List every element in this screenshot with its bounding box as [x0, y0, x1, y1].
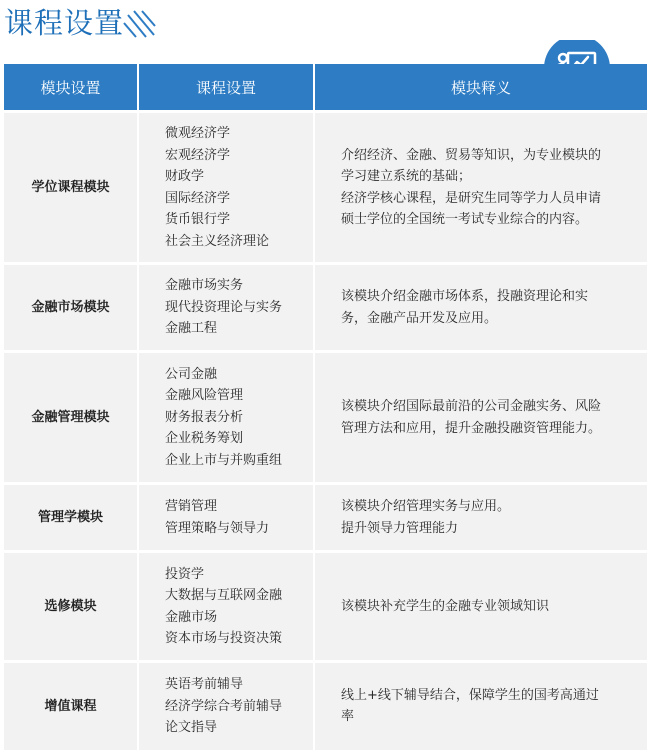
- course-item: 财务报表分析: [165, 409, 244, 425]
- table-row: [4, 112, 647, 264]
- course-list: [138, 552, 314, 662]
- module-name: 选修模块: [4, 552, 138, 662]
- course-item: 社会主义经济理论: [165, 233, 270, 249]
- description-line: 务，金融产品开发及应用。: [341, 310, 498, 326]
- course-item: 金融风险管理: [165, 388, 244, 404]
- course-item: 宏观经济学: [165, 147, 231, 163]
- course-item: 英语考前辅导: [165, 677, 244, 692]
- course-item: 大数据与互联网金融: [165, 588, 283, 603]
- diagonal-stripes-icon: [122, 9, 156, 39]
- course-table: [4, 64, 647, 750]
- course-item: 微观经济学: [165, 126, 231, 141]
- course-item: 营销管理: [165, 499, 218, 514]
- course-item: 管理策略与领导力: [165, 520, 270, 536]
- module-description: [314, 112, 647, 264]
- module-name: 管理学模块: [4, 484, 138, 552]
- course-item: 金融工程: [165, 321, 218, 337]
- course-list: [138, 352, 314, 484]
- course-item: 国际经济学: [165, 190, 231, 206]
- course-item: 现代投资理论与实务: [165, 299, 283, 315]
- course-item: 企业上市与并购重组: [165, 452, 283, 468]
- course-item: 投资学: [165, 566, 205, 582]
- description-line: 率: [341, 709, 355, 725]
- description-line: 该模块介绍管理实务与应用。: [341, 499, 511, 514]
- description-line: 介绍经济、金融、贸易等知识，为专业模块的: [341, 147, 602, 163]
- page-title: 课程设置: [4, 6, 125, 40]
- description-line: 该模块介绍国际最前沿的公司金融实务、风险: [341, 399, 602, 414]
- table-row: [4, 264, 647, 352]
- module-name: 学位课程模块: [4, 112, 138, 264]
- description-line: 管理方法和应用，提升金融投融资管理能力。: [341, 420, 602, 436]
- description-line: 线上+线下辅导结合，保障学生的国考高通过: [341, 687, 599, 703]
- header-module: 模块设置: [4, 64, 138, 112]
- module-description: [314, 264, 647, 352]
- course-item: 公司金融: [165, 366, 218, 382]
- module-description: [314, 484, 647, 552]
- course-list: [138, 662, 314, 750]
- table-row: [4, 352, 647, 484]
- table-header-row: [4, 64, 647, 112]
- course-item: 经济学综合考前辅导: [165, 698, 283, 714]
- course-item: 论文指导: [165, 720, 218, 735]
- module-name: 金融市场模块: [4, 264, 138, 352]
- header-description: 模块释义: [314, 64, 647, 112]
- description-line: 学习建立系统的基础；: [341, 169, 472, 184]
- description-line: 提升领导力管理能力: [341, 520, 459, 536]
- description-line: 该模块介绍金融市场体系，投融资理论和实: [341, 289, 589, 304]
- course-list: [138, 112, 314, 264]
- course-list: [138, 484, 314, 552]
- module-description: [314, 662, 647, 750]
- course-list: [138, 264, 314, 352]
- table-row: [4, 484, 647, 552]
- course-item: 企业税务筹划: [165, 431, 244, 447]
- course-item: 金融市场: [165, 609, 218, 625]
- module-name: 金融管理模块: [4, 352, 138, 484]
- description-line: 经济学核心课程，是研究生同等学力人员申请: [341, 190, 602, 206]
- table-row: [4, 552, 647, 662]
- course-item: 资本市场与投资决策: [165, 631, 283, 646]
- course-item: 金融市场实务: [165, 278, 244, 294]
- module-name: 增值课程: [4, 662, 138, 750]
- description-line: 该模块补充学生的金融专业领域知识: [341, 598, 550, 614]
- module-description: [314, 552, 647, 662]
- header-courses: 课程设置: [138, 64, 314, 112]
- course-item: 财政学: [165, 169, 205, 184]
- table-row: [4, 662, 647, 750]
- description-line: 硕士学位的全国统一考试专业综合的内容。: [341, 212, 589, 227]
- module-description: [314, 352, 647, 484]
- course-item: 货币银行学: [165, 212, 231, 227]
